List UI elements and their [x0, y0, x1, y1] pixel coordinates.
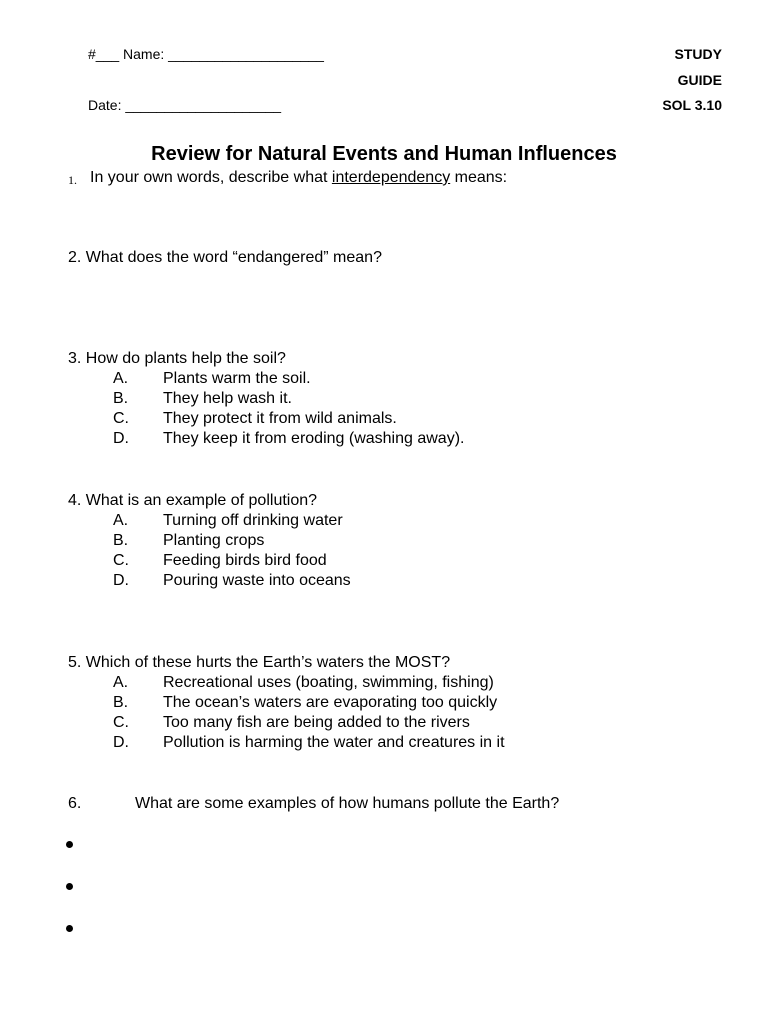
q5-option-d: Pollution is harming the water and creatures in it [163, 734, 505, 751]
q1-text-after: means: [450, 169, 508, 186]
q3-option-a-letter: A. [113, 370, 129, 387]
q4-option-c-letter: C. [113, 552, 129, 569]
answer-bullet [66, 841, 73, 848]
q5-option-c-letter: C. [113, 714, 129, 731]
q4-option-d-letter: D. [113, 572, 129, 589]
q3-option-d: They keep it from eroding (washing away). [163, 430, 465, 447]
q6-question: What are some examples of how humans pollute the Earth? [135, 795, 560, 812]
q5-question: 5. Which of these hurts the Earth’s waters the MOST? [68, 654, 451, 671]
q3-option-b-letter: B. [113, 390, 129, 407]
q4-option-a: Turning off drinking water [163, 512, 343, 529]
name-line: #___ Name: ____________________ [88, 46, 324, 62]
date-line: Date: ____________________ [88, 97, 282, 113]
answer-bullet [66, 925, 73, 932]
sol-label: SOL 3.10 [662, 97, 722, 113]
q4-option-a-letter: A. [113, 512, 129, 529]
q5-option-c: Too many fish are being added to the rivers [163, 714, 470, 731]
q4-option-b: Planting crops [163, 532, 265, 549]
q4-option-b-letter: B. [113, 532, 129, 549]
q4-option-c: Feeding birds bird food [163, 552, 327, 569]
q5-option-d-letter: D. [113, 734, 129, 751]
q5-option-b: The ocean’s waters are evaporating too quickly [163, 694, 498, 711]
q1-text-before: In your own words, describe what [90, 169, 332, 186]
q3-option-c-letter: C. [113, 410, 129, 427]
q1-number: 1. [68, 173, 77, 187]
study-label: STUDY [674, 46, 722, 62]
q1-underlined-word: interdependency [331, 169, 451, 186]
answer-bullet [66, 883, 73, 890]
q5-option-a: Recreational uses (boating, swimming, fishing) [163, 674, 494, 691]
q3-option-c: They protect it from wild animals. [163, 410, 397, 427]
q2-question: 2. What does the word “endangered” mean? [68, 249, 382, 266]
q3-option-d-letter: D. [113, 430, 129, 447]
q3-option-a: Plants warm the soil. [163, 370, 311, 387]
page-title: Review for Natural Events and Human Influences [151, 143, 617, 165]
q5-option-b-letter: B. [113, 694, 129, 711]
q4-question: 4. What is an example of pollution? [68, 492, 318, 509]
q3-option-b: They help wash it. [163, 390, 292, 407]
q1-question [90, 168, 507, 188]
guide-label: GUIDE [677, 72, 722, 88]
q4-option-d: Pouring waste into oceans [163, 572, 351, 589]
q5-option-a-letter: A. [113, 674, 129, 691]
q3-question: 3. How do plants help the soil? [68, 350, 286, 367]
q6-number: 6. [68, 795, 82, 812]
